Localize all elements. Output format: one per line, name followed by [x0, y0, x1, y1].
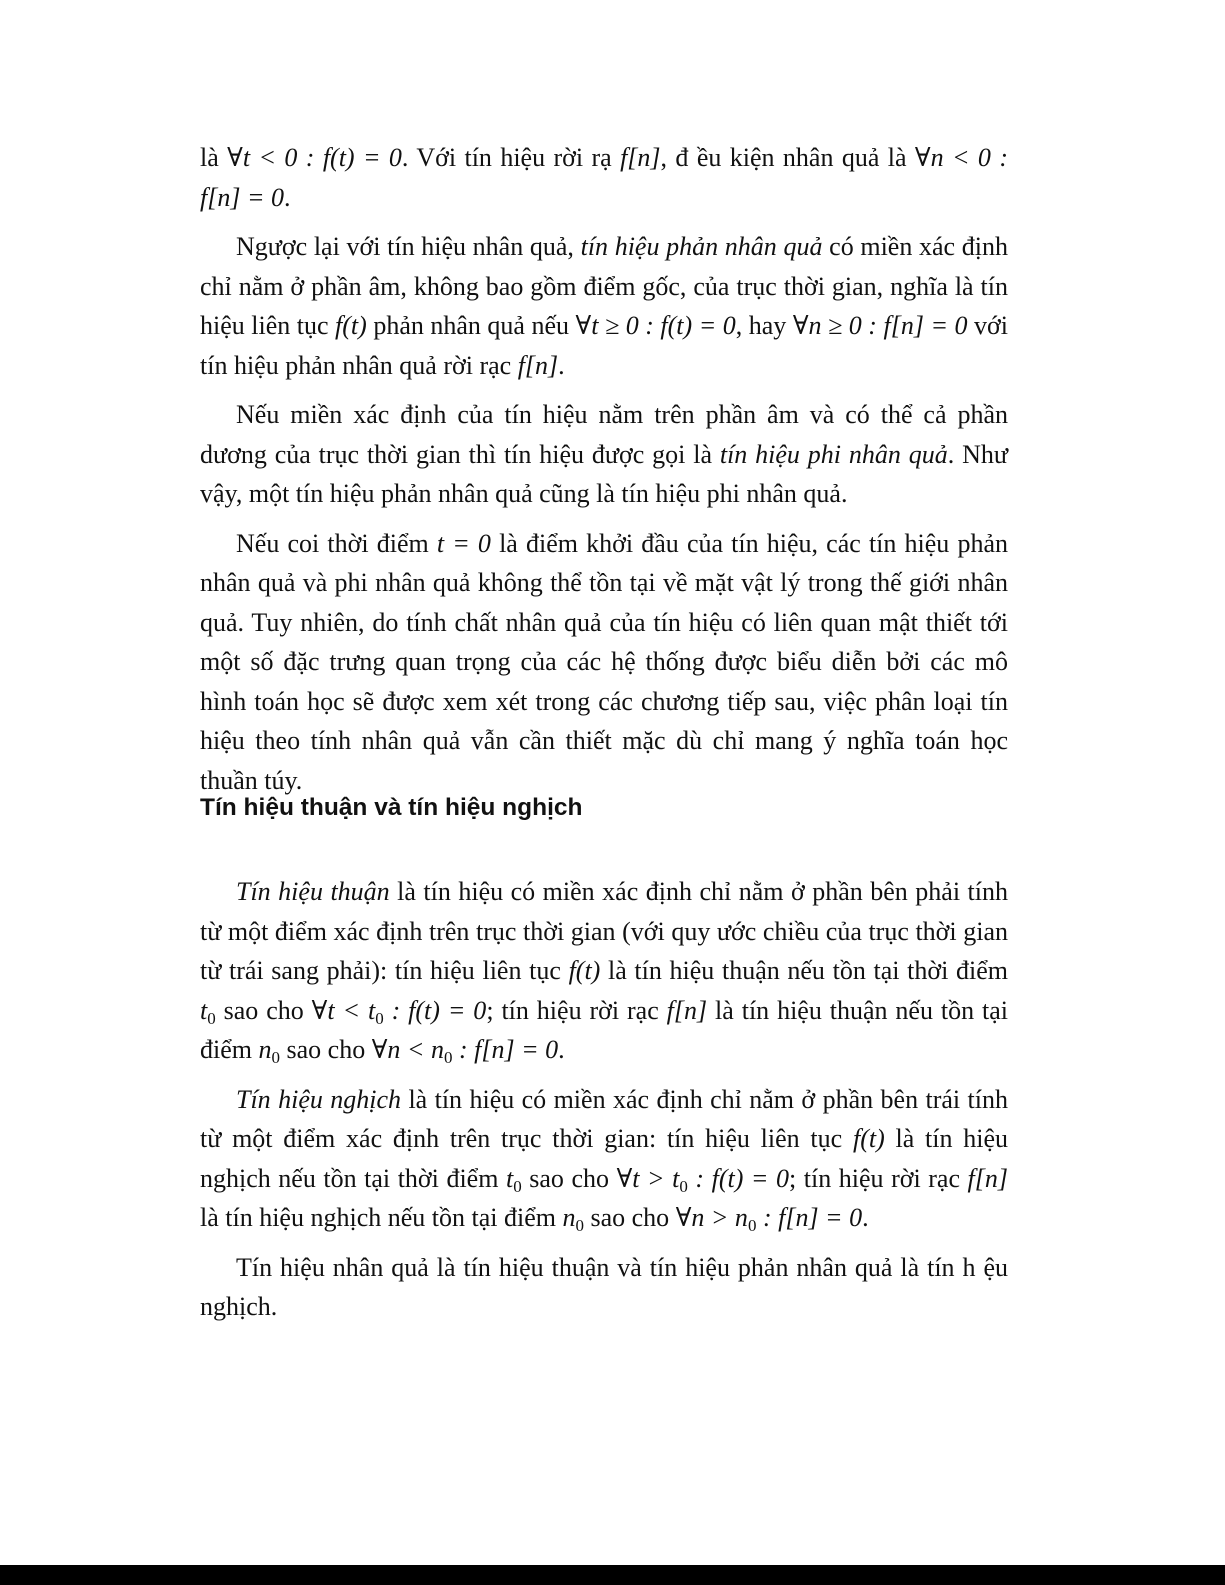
text: , hay — [735, 311, 793, 340]
paragraph-summary — [200, 1248, 1008, 1327]
text: là — [200, 143, 228, 172]
text: có miền xác định chỉ nằm ở phần âm, không bao gồm điểm gốc, của trục thời gian, nghĩa là tín hiệu liên tục — [200, 232, 1008, 340]
math-formula: t — [200, 995, 208, 1025]
text: Nếu miền xác định của tín hiệu nằm trên phần âm và có thể cả phần dương của trục thời gian thì tín hiệu được gọi là — [200, 400, 1008, 469]
text: . — [862, 1203, 869, 1232]
text: là tín hiệu nghịch nếu tồn tại điểm — [200, 1203, 563, 1232]
text: Tín hiệu nhân quả là tín hiệu thuận và tín hiệu phản nhân quả là tín h ệu nghịch. — [200, 1252, 1008, 1321]
math-formula: f(t) — [335, 311, 367, 340]
text: sao cho — [215, 995, 312, 1025]
paragraph-physical-meaning — [200, 524, 1008, 801]
text: với tín hiệu phản nhân quả rời rạc — [200, 311, 1008, 380]
paragraph-anticausal — [200, 227, 1008, 385]
text: Nếu coi thời điểm — [236, 528, 437, 558]
text: sao cho — [521, 1163, 617, 1193]
paragraph-causal-condition — [200, 138, 1008, 217]
math-formula: ∀n ≥ 0 : f[n] = 0 — [792, 311, 968, 340]
paragraph-left-sided — [200, 1080, 1008, 1238]
math-subscript: 0 — [513, 1176, 522, 1196]
math-formula: ∀n < n — [371, 1035, 444, 1064]
math-formula: f[n] — [967, 1163, 1009, 1193]
term-emphasis: tín hiệu phản nhân quả — [580, 232, 823, 261]
text: . — [558, 1035, 565, 1064]
math-formula: ∀t ≥ 0 : f(t) = 0 — [575, 311, 736, 340]
math-subscript: 0 — [207, 1008, 216, 1028]
math-formula: f[n] — [666, 995, 708, 1025]
text: . — [558, 350, 565, 380]
math-formula: t = 0 — [436, 528, 491, 558]
math-formula: ∀n > n — [675, 1203, 748, 1232]
math-formula: f(t) — [852, 1124, 885, 1153]
text: . Như vậy, một tín hiệu phản nhân quả cũng là tín hiệu phi nhân quả. — [200, 439, 1008, 508]
math-formula: ∀t > t — [616, 1163, 680, 1193]
math-formula: : f[n] = 0 — [756, 1203, 863, 1232]
text: là tín hiệu có miền xác định chỉ nằm ở phần bên phải tính từ một điểm xác định trên trục thời gian (với quy ước chiều của trục thời gian từ trái sang phải): tín hiệu liên tục — [200, 877, 1009, 985]
math-subscript: 0 — [443, 1048, 453, 1067]
text: là tín hiệu thuận nếu tồn tại thời điểm — [600, 956, 1008, 985]
math-formula: ∀t < t — [311, 995, 376, 1025]
math-formula: n — [562, 1203, 576, 1232]
math-formula: f(t) — [568, 956, 601, 985]
text: sao cho — [280, 1035, 372, 1064]
math-subscript: 0 — [747, 1216, 757, 1235]
term-emphasis: tín hiệu phi nhân quả — [719, 439, 948, 469]
text: , đ ều kiện nhân quả là — [660, 143, 915, 172]
math-subscript: 0 — [271, 1048, 280, 1067]
text: là tín hiệu thuận nếu tồn tại điểm — [200, 995, 1009, 1064]
term-emphasis: Tín hiệu thuận — [236, 877, 390, 906]
math-formula: ∀n < 0 : f[n] = 0 — [200, 143, 1008, 212]
math-formula: : f(t) = 0 — [687, 1163, 789, 1193]
text: . — [284, 182, 291, 212]
paragraph-right-sided — [200, 872, 1008, 1070]
text: là tín hiệu có miền xác định chỉ nằm ở phần bên trái tính từ một điểm xác định trên trục thời gian: tín hiệu liên tục — [200, 1084, 1008, 1153]
bottom-border-bar — [0, 1565, 1225, 1585]
math-formula: t — [505, 1163, 514, 1193]
term-emphasis: Tín hiệu nghịch — [236, 1084, 402, 1114]
text: sao cho — [583, 1203, 676, 1232]
text: là tín hiệu nghịch nếu tồn tại thời điểm — [200, 1124, 1008, 1193]
math-subscript: 0 — [375, 1008, 384, 1028]
text: ; tín hiệu rời rạc — [486, 995, 667, 1025]
text: ; tín hiệu rời rạc — [789, 1163, 968, 1193]
math-formula: f[n] — [517, 350, 559, 380]
text: là điểm khởi đầu của tín hiệu, các tín hiệu phản nhân quả và phi nhân quả không thể tồn tại về mặt vật lý trong thế giới nhân quả. Tuy nhiên, do tính chất nhân quả của tín hiệu có liên quan mật thiết tới một số đặc trưng quan trọng của các hệ thống được biểu diễn bởi các mô hình toán học sẽ được xem xét trong các chương tiếp sau, việc phân loại tín hiệu theo tính nhân quả vẫn cần thiết mặc dù chỉ mang ý nghĩa toán học thuần túy. — [200, 528, 1008, 795]
math-formula: n — [258, 1035, 272, 1064]
paragraph-noncausal — [200, 395, 1008, 514]
math-formula: f[n] — [620, 143, 661, 172]
math-formula: ∀t < 0 : f(t) = 0 — [227, 143, 402, 172]
text: phản nhân quả nếu — [366, 311, 576, 340]
section-heading: Tín hiệu thuận và tín hiệu nghịch — [200, 794, 583, 821]
math-formula: : f[n] = 0 — [452, 1035, 559, 1064]
document-page — [200, 138, 1008, 1327]
math-subscript: 0 — [679, 1176, 688, 1196]
text: Ngược lại với tín hiệu nhân quả, — [236, 232, 581, 261]
math-formula: : f(t) = 0 — [383, 995, 487, 1025]
text: . Với tín hiệu rời rạ — [401, 143, 621, 172]
math-subscript: 0 — [575, 1216, 584, 1235]
